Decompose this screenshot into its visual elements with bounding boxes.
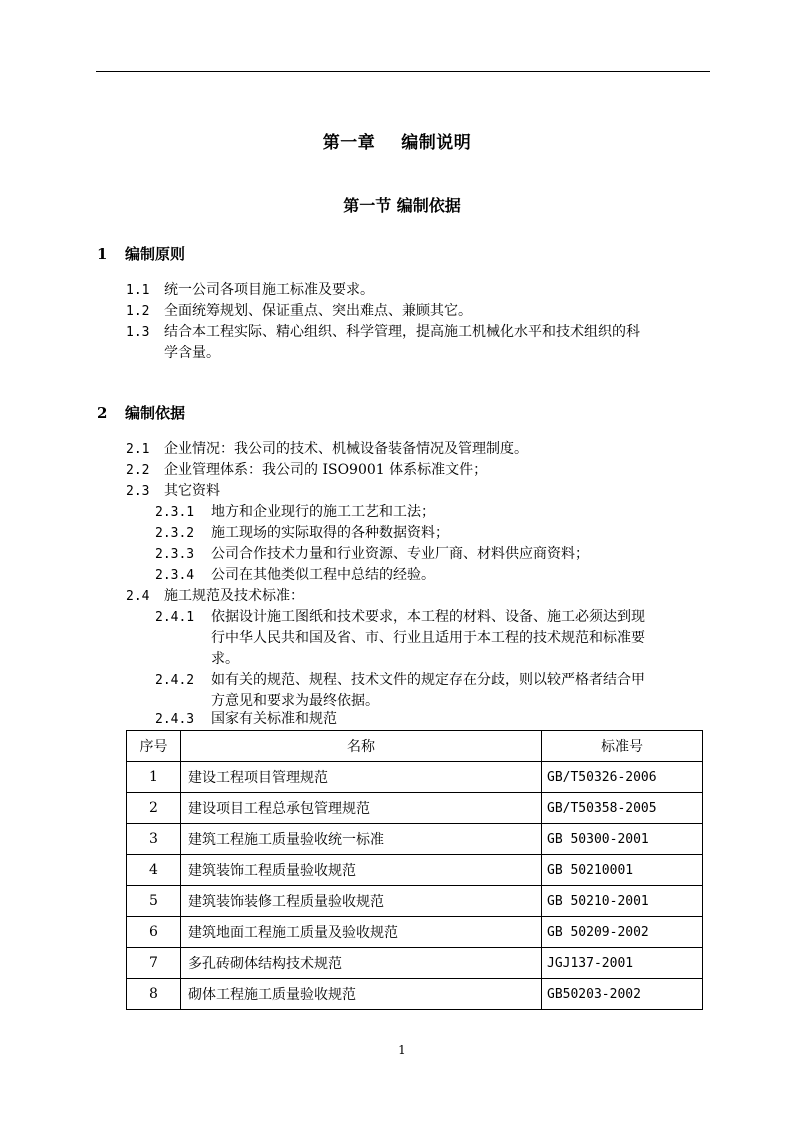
table-row xyxy=(127,824,703,855)
table-row xyxy=(127,762,703,793)
cell-index: 3 xyxy=(127,824,181,855)
cell-index: 6 xyxy=(127,917,181,948)
cell-index: 1 xyxy=(127,762,181,793)
cell-name: 建设工程项目管理规范 xyxy=(181,762,542,793)
list-item: 2.3.3 公司合作技术力量和行业资源、专业厂商、材料供应商资料； xyxy=(155,546,589,562)
table-row xyxy=(127,855,703,886)
heading-text: 编制原则 xyxy=(125,245,186,263)
chapter-subtitle: 编制说明 xyxy=(401,133,472,153)
table-header-row xyxy=(127,731,703,762)
cell-standard: GB 50209-2002 xyxy=(542,917,703,948)
heading-part1 xyxy=(97,243,185,264)
list-item: 2.3.2 施工现场的实际取得的各种数据资料； xyxy=(155,525,449,541)
cell-index: 2 xyxy=(127,793,181,824)
list-item-continuation: 求。 xyxy=(211,651,239,667)
table-row xyxy=(127,979,703,1010)
cell-index: 8 xyxy=(127,979,181,1010)
table-row xyxy=(127,948,703,979)
heading-text: 编制依据 xyxy=(125,404,186,422)
list-item: 2.4 施工规范及技术标准： xyxy=(126,588,304,604)
cell-index: 7 xyxy=(127,948,181,979)
cell-standard: GB50203-2002 xyxy=(542,979,703,1010)
cell-name: 建设项目工程总承包管理规范 xyxy=(181,793,542,824)
heading-part2 xyxy=(97,402,185,423)
heading-number: 1 xyxy=(97,245,108,263)
standards-table xyxy=(126,730,703,1010)
cell-standard: GB 50210-2001 xyxy=(542,886,703,917)
cell-name: 砌体工程施工质量验收规范 xyxy=(181,979,542,1010)
cell-standard: GB 50210001 xyxy=(542,855,703,886)
list-item: 1.3 结合本工程实际、精心组织、科学管理，提高施工机械化水平和技术组织的科 xyxy=(126,324,640,340)
list-item: 2.4.3 国家有关标准和规范 xyxy=(155,711,337,727)
chapter-title xyxy=(0,128,794,153)
list-item: 2.3 其它资料 xyxy=(126,483,220,499)
list-item: 2.2 企业管理体系：我公司的 ISO9001 体系标准文件； xyxy=(126,462,488,478)
list-item: 2.1 企业情况：我公司的技术、机械设备装备情况及管理制度。 xyxy=(126,441,528,457)
list-item: 2.3.1 地方和企业现行的施工工艺和工法； xyxy=(155,504,435,520)
cell-standard: GB 50300-2001 xyxy=(542,824,703,855)
list-item: 1.2 全面统筹规划、保证重点、突出难点、兼顾其它。 xyxy=(126,303,472,319)
cell-name: 建筑装饰工程质量验收规范 xyxy=(181,855,542,886)
table-row xyxy=(127,917,703,948)
list-item: 2.4.1 依据设计施工图纸和技术要求，本工程的材料、设备、施工必须达到现 xyxy=(155,609,645,625)
section-title: 第一节 编制依据 xyxy=(343,196,461,215)
table-row xyxy=(127,793,703,824)
cell-name: 建筑工程施工质量验收统一标准 xyxy=(181,824,542,855)
cell-name: 建筑地面工程施工质量及验收规范 xyxy=(181,917,542,948)
chapter-number: 第一章 xyxy=(322,133,376,153)
column-header: 标准号 xyxy=(542,731,703,762)
cell-index: 5 xyxy=(127,886,181,917)
cell-standard: GB/T50358-2005 xyxy=(542,793,703,824)
cell-index: 4 xyxy=(127,855,181,886)
list-item: 1.1 统一公司各项目施工标准及要求。 xyxy=(126,282,374,298)
list-item: 2.3.4 公司在其他类似工程中总结的经验。 xyxy=(155,567,435,583)
cell-name: 多孔砖砌体结构技术规范 xyxy=(181,948,542,979)
column-header: 序号 xyxy=(127,731,181,762)
header-rule xyxy=(96,71,710,72)
list-item-continuation: 学含量。 xyxy=(164,345,220,361)
cell-standard: JGJ137-2001 xyxy=(542,948,703,979)
cell-name: 建筑装饰装修工程质量验收规范 xyxy=(181,886,542,917)
list-item-continuation: 行中华人民共和国及省、市、行业且适用于本工程的技术规范和标准要 xyxy=(211,630,645,646)
cell-standard: GB/T50326-2006 xyxy=(542,762,703,793)
list-item-continuation: 方意见和要求为最终依据。 xyxy=(211,693,379,709)
table-row xyxy=(127,886,703,917)
page-number: 1 xyxy=(398,1043,406,1057)
heading-number: 2 xyxy=(97,404,108,422)
list-item: 2.4.2 如有关的规范、规程、技术文件的规定存在分歧，则以较严格者结合甲 xyxy=(155,672,645,688)
column-header: 名称 xyxy=(181,731,542,762)
